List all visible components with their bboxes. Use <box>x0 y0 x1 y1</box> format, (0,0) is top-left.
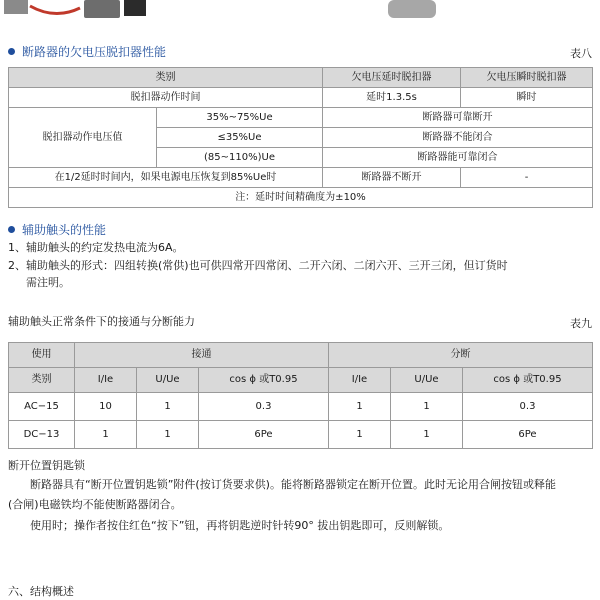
table9-title: 辅助触头正常条件下的接通与分断能力 <box>8 315 195 328</box>
undervoltage-table <box>8 67 593 208</box>
cell-recovery-delay: 断路器不断开 <box>323 168 461 188</box>
section-aux-title <box>8 221 106 238</box>
table-number: 表九 <box>570 317 592 330</box>
section-title-text: 辅助触头的性能 <box>22 223 107 237</box>
table-row <box>9 393 593 421</box>
table-number: 表八 <box>570 47 592 60</box>
row-action-voltage-label: 脱扣器动作电压值 <box>9 108 157 168</box>
cell-voltage-range: 35%~75%Ue <box>157 108 323 128</box>
section-title-text: 断路器的欠电压脱扣器性能 <box>22 45 167 59</box>
cell-voltage-range: ≤35%Ue <box>157 128 323 148</box>
cell-voltage-result: 断路器可靠断开 <box>323 108 593 128</box>
header-break-cos: cos ϕ 或T0.95 <box>463 368 593 393</box>
lock-title: 断开位置钥匙锁 <box>8 459 85 472</box>
header-category: 类别 <box>9 68 323 88</box>
aux-capacity-table <box>8 342 593 449</box>
cell-instant-time: 瞬时 <box>461 88 593 108</box>
cell-make-voltage: 1 <box>137 393 199 421</box>
header-make-voltage: U/Ue <box>137 368 199 393</box>
cell-break-voltage: 1 <box>391 421 463 449</box>
cell-break-current: 1 <box>329 421 391 449</box>
table-note: 注：延时时间精确度为±10% <box>9 188 593 208</box>
cell-break-current: 1 <box>329 393 391 421</box>
cell-break-voltage: 1 <box>391 393 463 421</box>
lock-paragraph-1-line-2: (合闸)电磁铁均不能使断路器闭合。 <box>8 498 182 511</box>
row-recovery-label: 在1/2延时时间内，如果电源电压恢复到85%Ue时 <box>9 168 323 188</box>
cell-make-cos: 6Pe <box>199 421 329 449</box>
cell-voltage-range: (85~110%)Ue <box>157 148 323 168</box>
cell-delay-time: 延时1.3.5s <box>323 88 461 108</box>
lock-paragraph-2: 使用时；操作者按住红色“按下”钮，再将钥匙逆时针转90° 拔出钥匙即可，反则解锁。 <box>30 519 450 532</box>
cell-voltage-result: 断路器能可靠闭合 <box>323 148 593 168</box>
cell-make-voltage: 1 <box>137 421 199 449</box>
cell-make-cos: 0.3 <box>199 393 329 421</box>
cell-break-cos: 0.3 <box>463 393 593 421</box>
breaker-accessory-parts <box>0 0 160 24</box>
header-make-cos: cos ϕ 或T0.95 <box>199 368 329 393</box>
header-break-voltage: U/Ue <box>391 368 463 393</box>
cell-category: DC−13 <box>9 421 75 449</box>
aux-item-1: 1、辅助触头的约定发热电流为6A。 <box>8 241 184 254</box>
header-break-current: I/Ie <box>329 368 391 393</box>
header-instant-release: 欠电压瞬时脱扣器 <box>461 68 593 88</box>
aux-item-2-line-2: 需注明。 <box>26 276 70 289</box>
aux-item-2-line-1: 2、辅助触头的形式：四组转换(常供)也可供四常开四常闭、二开六闭、二闭六开、三开三闭，但订货时 <box>8 259 508 272</box>
cell-make-current: 1 <box>75 421 137 449</box>
header-category: 类别 <box>9 368 75 393</box>
table-row <box>9 421 593 449</box>
bullet-icon <box>8 48 15 55</box>
row-action-time-label: 脱扣器动作时间 <box>9 88 323 108</box>
lock-paragraph-1-line-1: 断路器具有“断开位置钥匙锁”附件(按订货要求供)。能将断路器锁定在断开位置。此时无论用合闸按钮或释能 <box>30 478 556 491</box>
section-undervoltage-title <box>8 43 166 60</box>
cell-voltage-result: 断路器不能闭合 <box>323 128 593 148</box>
cell-break-cos: 6Pe <box>463 421 593 449</box>
header-break: 分断 <box>329 343 593 368</box>
cell-recovery-instant: - <box>461 168 593 188</box>
header-make: 接通 <box>75 343 329 368</box>
structure-heading: 六、结构概述 <box>8 585 74 598</box>
product-photos <box>0 0 600 28</box>
breaker-part <box>388 0 438 22</box>
header-use: 使用 <box>9 343 75 368</box>
cell-make-current: 10 <box>75 393 137 421</box>
cell-category: AC−15 <box>9 393 75 421</box>
header-make-current: I/Ie <box>75 368 137 393</box>
bullet-icon <box>8 226 15 233</box>
header-delay-release: 欠电压延时脱扣器 <box>323 68 461 88</box>
